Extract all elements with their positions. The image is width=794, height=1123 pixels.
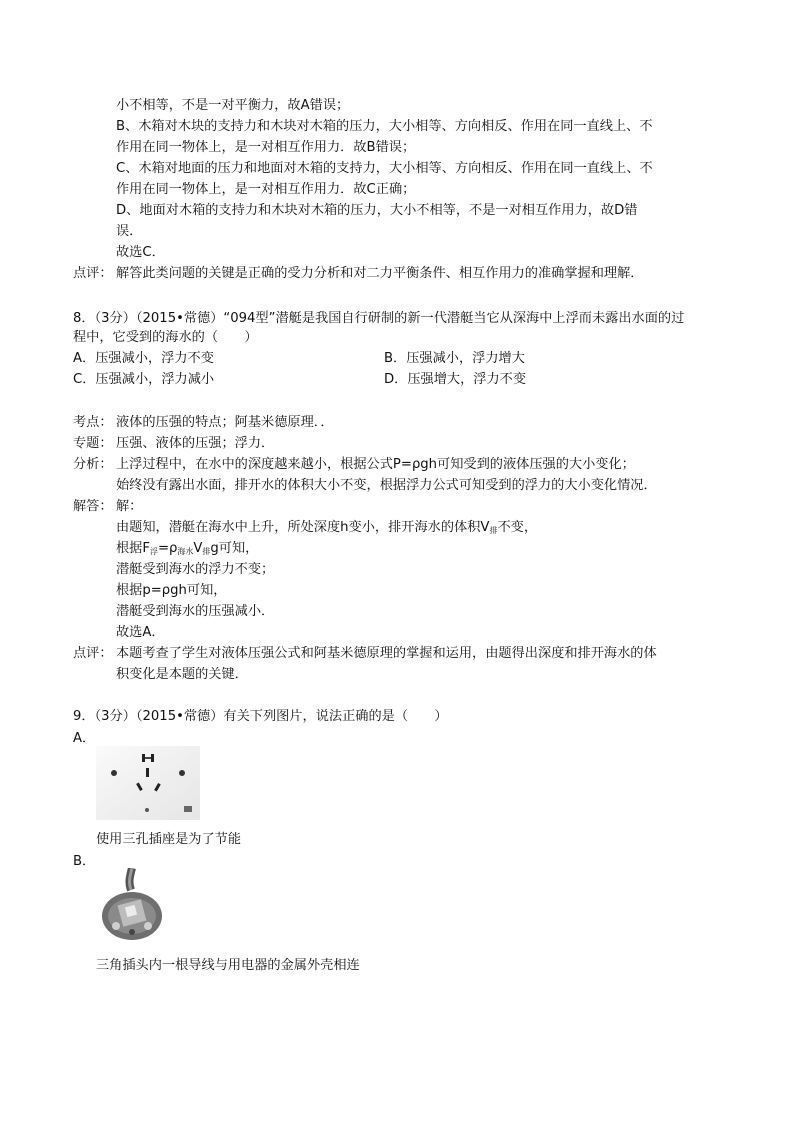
question-stem: 8．（3分）（2015•常德）“094型”潜艇是我国自行研制的新一代潜艇当它从深海中上浮而未露出水面的过: [73, 311, 685, 326]
comment-text: 本题考查了学生对液体压强公式和阿基米德原理的掌握和运用，由题得出深度和排开海水的体: [116, 646, 657, 661]
answer-line: 故选C．: [116, 245, 165, 260]
question-stem: 程中，它受到的海水的（ ）: [73, 330, 258, 345]
answer-line: C、木箱对地面的压力和地面对木箱的支持力，大小相等、方向相反、作用在同一直线上、不: [116, 161, 653, 176]
zhuanti-label: 专题：: [73, 436, 113, 451]
option-d: D．压强增大，浮力不变: [384, 372, 527, 387]
comment-label: 点评：: [73, 646, 113, 661]
fenxi-text: 上浮过程中，在水中的深度越来越小，根据公式P=ρgh可知受到的液体压强的大小变化；: [116, 457, 635, 472]
answer-line: 作用在同一物体上，是一对相互作用力．故B错误；: [116, 140, 416, 155]
answer-line: 作用在同一物体上，是一对相互作用力．故C正确；: [116, 182, 416, 197]
solution-line: 根据$F_浮=\rho_{海水}V_排g$可知，: [116, 541, 259, 556]
option-b-caption: 三角插头内一根导线与用电器的金属外壳相连: [96, 958, 360, 973]
option-b-label: B．: [73, 854, 96, 869]
option-a-caption: 使用三孔插座是为了节能: [96, 832, 242, 847]
solution-line: 根据p=ρgh可知，: [116, 583, 227, 598]
question-stem: 9．（3分）（2015•常德）有关下列图片，说法正确的是（ ）: [73, 709, 448, 724]
answer-line: B、木箱对木块的支持力和木块对木箱的压力，大小相等、方向相反、作用在同一直线上、不: [116, 119, 653, 134]
option-a: A．压强减小，浮力不变: [73, 351, 214, 366]
option-a-label: A．: [73, 731, 96, 746]
fenxi-label: 分析：: [73, 457, 113, 472]
solution-line: 潜艇受到海水的压强减小．: [116, 604, 275, 619]
solution-line: 故选A．: [116, 625, 165, 640]
answer-line: 小不相等，不是一对平衡力，故A错误；: [116, 98, 350, 113]
comment-text: 解答此类问题的关键是正确的受力分析和对二力平衡条件、相互作用力的准确掌握和理解．: [116, 266, 644, 281]
option-c: C．压强减小，浮力减小: [73, 372, 215, 387]
option-b: B．压强减小，浮力增大: [384, 351, 525, 366]
answer-line: D、地面对木箱的支持力和木块对木箱的压力，大小不相等，不是一对相互作用力，故D错: [116, 203, 638, 218]
kaodian-text: 液体的压强的特点；阿基米德原理．．: [116, 415, 334, 430]
jieda-text: 解：: [116, 499, 143, 514]
three-pin-plug-image: [98, 868, 168, 946]
answer-line: 误．: [116, 224, 143, 239]
solution-line: 潜艇受到海水的浮力不变；: [116, 562, 275, 577]
solution-line: 由题知，潜艇在海水中上升，所处深度h变小，排开海水的体积$V_排$不变，: [116, 520, 538, 535]
kaodian-label: 考点：: [73, 415, 113, 430]
three-hole-socket-image: [96, 746, 200, 820]
fenxi-text: 始终没有露出水面，排开水的体积大小不变，根据浮力公式可知受到的浮力的大小变化情况．: [116, 478, 657, 493]
comment-label: 点评：: [73, 266, 113, 281]
jieda-label: 解答：: [73, 499, 113, 514]
comment-text: 积变化是本题的关键．: [116, 667, 248, 682]
zhuanti-text: 压强、液体的压强；浮力．: [116, 436, 275, 451]
